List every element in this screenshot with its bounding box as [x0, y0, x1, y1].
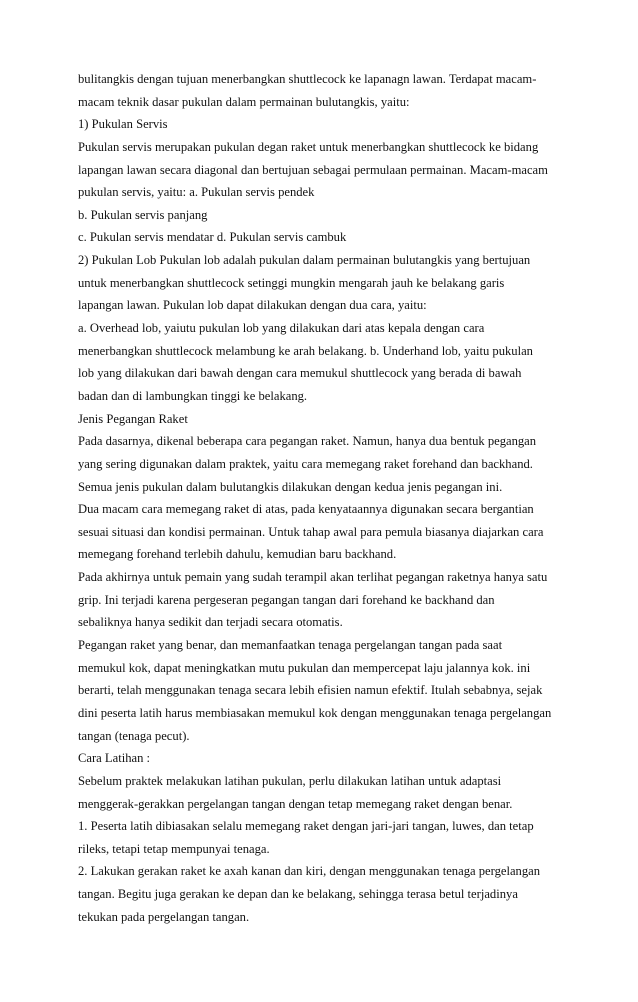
text-line: Pegangan raket yang benar, dan memanfaatkan tenaga pergelangan tangan pada saat: [78, 638, 503, 653]
text-line: Pada dasarnya, dikenal beberapa cara pegangan raket. Namun, hanya dua bentuk pegangan: [78, 434, 537, 449]
text-line: pukulan servis, yaitu: a. Pukulan servis pendek: [78, 185, 315, 200]
text-line: memegang forehand terlebih dahulu, kemudian baru backhand.: [78, 547, 397, 562]
text-line: sebaliknya hanya sedikit dan terjadi secara otomatis.: [78, 615, 343, 630]
text-line: 2) Pukulan Lob Pukulan lob adalah pukulan dalam permainan bulutangkis yang bertujuan: [78, 253, 531, 268]
text-line: rileks, tetapi tetap mempunyai tenaga.: [78, 841, 270, 856]
body-text: [78, 68, 578, 928]
text-line: badan dan di lambungkan tinggi ke belakang.: [78, 388, 308, 403]
text-line: 2. Lakukan gerakan raket ke axah kanan dan kiri, dengan menggunakan tenaga pergelangan: [78, 864, 541, 879]
text-line: menggerak-gerakkan pergelangan tangan dengan tetap memegang raket dengan benar.: [78, 796, 513, 811]
text-line: sesuai situasi dan kondisi permainan. Untuk tahap awal para pemula biasanya diajarkan cara: [78, 524, 544, 539]
text-line: 1) Pukulan Servis: [78, 117, 168, 132]
text-line: a. Overhead lob, yaiutu pukulan lob yang dilakukan dari atas kepala dengan cara: [78, 321, 485, 336]
text-line: tekukan pada pergelangan tangan.: [78, 909, 250, 924]
text-line: tangan (tenaga pecut).: [78, 728, 190, 743]
text-line: lapangan lawan. Pukulan lob dapat dilakukan dengan dua cara, yaitu:: [78, 298, 427, 313]
text-line: Pada akhirnya untuk pemain yang sudah terampil akan terlihat pegangan raketnya hanya satu: [78, 570, 548, 585]
text-line: b. Pukulan servis panjang: [78, 207, 208, 222]
text-line: berarti, telah menggunakan tenaga secara lebih efisien namun efektif. Itulah sebabnya, sejak: [78, 683, 543, 698]
text-line: grip. Ini terjadi karena pergeseran pegangan tangan dari forehand ke backhand dan: [78, 592, 495, 607]
text-line: macam teknik dasar pukulan dalam permainan bulutangkis, yaitu:: [78, 94, 410, 109]
text-line: Sebelum praktek melakukan latihan pukulan, perlu dilakukan latihan untuk adaptasi: [78, 773, 502, 788]
text-line: Dua macam cara memegang raket di atas, pada kenyataannya digunakan secara bergantian: [78, 502, 534, 517]
text-line: untuk menerbangkan shuttlecock setinggi mungkin mengarah jauh ke belakang garis: [78, 275, 505, 290]
text-line: lob yang dilakukan dari bawah dengan cara memukul shuttlecock yang berada di bawah: [78, 366, 522, 381]
text-line: bulitangkis dengan tujuan menerbangkan shuttlecock ke lapanagn lawan. Terdapat macam-: [78, 72, 537, 86]
text-line: Cara Latihan :: [78, 751, 151, 766]
text-line: Semua jenis pukulan dalam bulutangkis dilakukan dengan kedua jenis pegangan ini.: [78, 479, 503, 494]
text-line: memukul kok, dapat meningkatkan mutu pukulan dan mempercepat laju jalannya kok. ini: [78, 660, 531, 675]
text-line: menerbangkan shuttlecock melambung ke arah belakang. b. Underhand lob, yaitu pukulan: [78, 343, 533, 358]
text-line: c. Pukulan servis mendatar d. Pukulan servis cambuk: [78, 230, 347, 245]
text-line: Pukulan servis merupakan pukulan degan raket untuk menerbangkan shuttlecock ke bidang: [78, 139, 539, 154]
text-line: dini peserta latih harus membiasakan memukul kok dengan menggunakan tenaga pergelangan: [78, 705, 552, 720]
text-line: lapangan lawan secara diagonal dan bertujuan sebagai permulaan permainan. Macam-macam: [78, 162, 548, 177]
text-line: 1. Peserta latih dibiasakan selalu memegang raket dengan jari-jari tangan, luwes, dan tetap: [78, 819, 534, 834]
text-line: tangan. Begitu juga gerakan ke depan dan ke belakang, sehingga terasa betul terjadinya: [78, 887, 518, 902]
text-line: yang sering digunakan dalam praktek, yaitu cara memegang raket forehand dan backhand.: [78, 456, 533, 471]
text-line: Jenis Pegangan Raket: [78, 411, 188, 426]
